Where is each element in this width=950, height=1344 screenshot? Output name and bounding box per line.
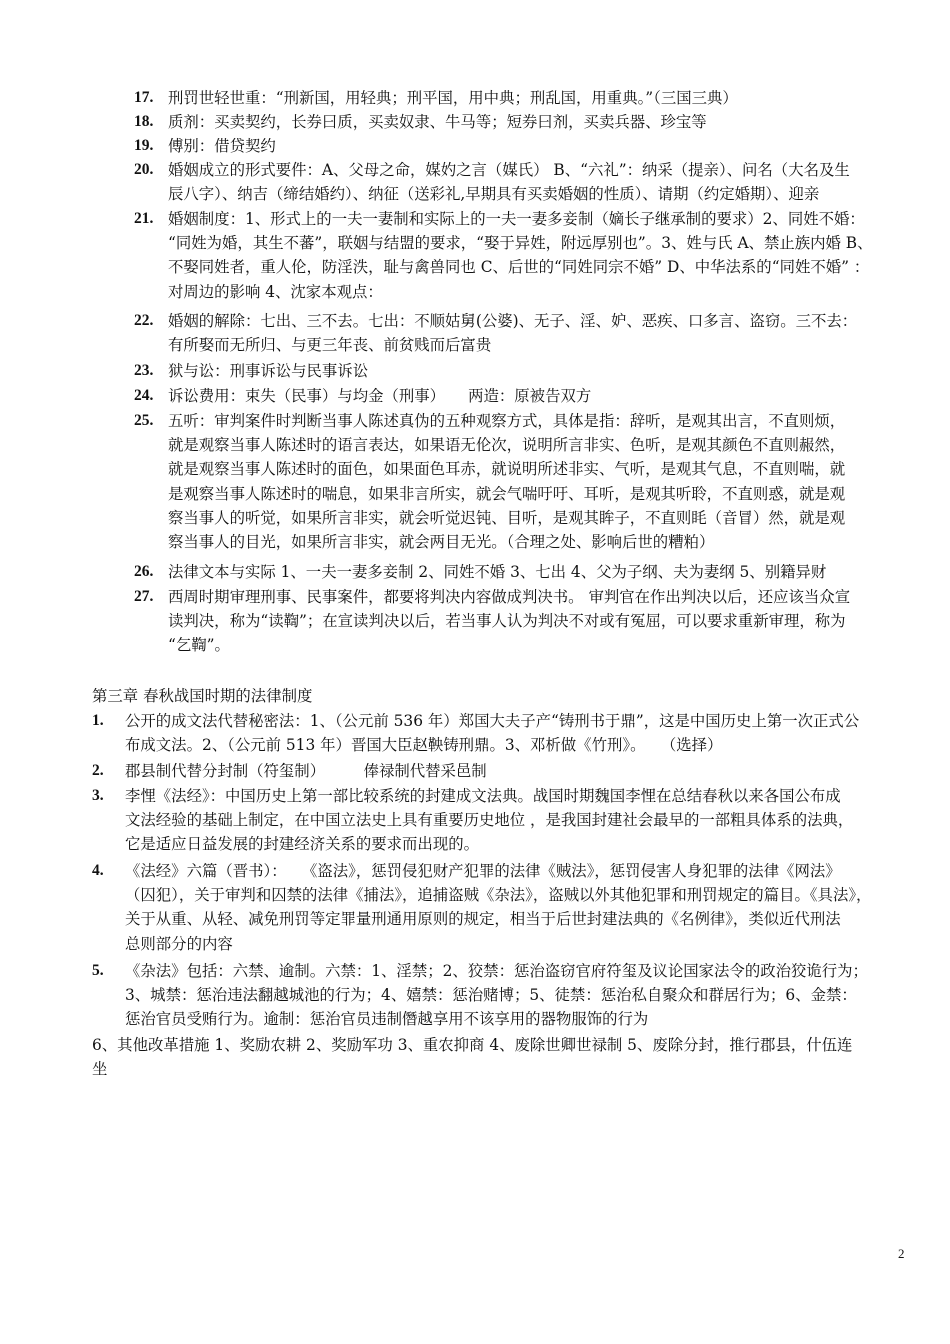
item-number: 20.: [134, 161, 154, 178]
item-text-line: 婚姻制度：1、形式上的一夫一妻制和实际上的一夫一妻多妾制（嫡长子继承制的要求）2、同姓不婚：: [168, 210, 865, 228]
item-text-line: 诉讼费用：束失（民事）与均金（刑事） 两造：原被告双方: [168, 387, 592, 405]
chapter-title: 第三章 春秋战国时期的法律制度: [92, 687, 313, 705]
item-number: 26.: [134, 563, 154, 580]
item-text-line: “乞鞫”。: [168, 636, 230, 655]
item-text-line: 6、其他改革措施 1、奖励农耕 2、奖励军功 3、重农抑商 4、废除世卿世禄制 5、废除分封，推行郡县，什伍连: [92, 1036, 853, 1054]
item-text-line: 关于从重、从轻、减免刑罚等定罪量刑通用原则的规定，相当于后世封建法典的《名例律》，类似近代刑法: [125, 910, 841, 929]
item-text-line: 就是观察当事人陈述时的语言表达，如果语无伦次，说明所言非实、色听，是观其颜色不直则赧然，: [168, 436, 846, 455]
item-text-line: 是观察当事人陈述时的喘息，如果非言所实，就会气喘吁吁、耳听，是观其听聆，不直则惑，就是观: [168, 484, 846, 503]
item-number: 2.: [92, 762, 104, 779]
item-text-line: 李悝《法经》：中国历史上第一部比较系统的封建成文法典。战国时期魏国李悝在总结春秋以来各国公布成: [125, 787, 841, 805]
item-number: 4.: [92, 862, 104, 879]
item-text-line: 读判决，称为“读鞫”；在宣读判决以后，若当事人认为判决不对或有冤屈，可以要求重新审理，称为: [168, 612, 846, 631]
item-number: 23.: [134, 362, 154, 379]
item-number: 17.: [134, 89, 154, 106]
item-text-line: “同姓为婚，其生不蕃”，联姻与结盟的要求，“娶于异姓，附远厚别也”。3、姓与氏 A、禁止族内婚 B、: [168, 234, 873, 253]
item-text-line: 五听：审判案件时判断当事人陈述真伪的五种观察方式，具体是指：辞听，是观其出言，不直则烦，: [168, 412, 846, 430]
page-number: 2: [898, 1246, 905, 1261]
item-text-line: 狱与讼：刑事诉讼与民事诉讼: [168, 362, 369, 380]
item-number: 5.: [92, 962, 104, 979]
item-text-line: 布成文法。2、（公元前 513 年）晋国大臣赵鞅铸刑鼎。3、邓析做《竹刑》。 （选择）: [125, 736, 723, 755]
item-text-line: 不娶同姓者，重人伦，防淫泆，耻与禽兽同也 C、后世的“同姓同宗不婚” D、中华法系的“同姓不婚” ：: [168, 258, 870, 277]
item-text-line: 就是观察当事人陈述时的面色，如果面色耳赤，就说明所述非实、气听，是观其气息，不直则喘，就: [168, 460, 846, 479]
item-number: 24.: [134, 387, 154, 404]
item-text-line: 婚姻的解除：七出、三不去。七出：不顺姑舅(公婆)、无子、淫、妒、恶疾、口多言、盗窃。三不去：: [168, 312, 858, 330]
item-text-line: 公开的成文法代替秘密法：1、（公元前 536 年）郑国大夫子产“铸刑书于鼎”，这是中国历史上第一次正式公: [125, 712, 860, 730]
item-number: 3.: [92, 787, 104, 804]
item-text-line: 《法经》六篇（晋书）： 《盗法》，惩罚侵犯财产犯罪的法律《贼法》，惩罚侵害人身犯罪的法律《网法》: [125, 862, 841, 880]
item-text-line: 3、城禁：惩治违法翻越城池的行为；4、嬉禁：惩治赌博；5、徒禁：惩治私自聚众和群居行为；6、金禁：: [125, 986, 857, 1005]
item-text-line: （囚犯），关于审判和囚禁的法律《捕法》，追捕盗贼《杂法》，盗贼以外其他犯罪和刑罚规定的篇目。《具法》，: [125, 886, 872, 905]
item-number: 27.: [134, 588, 154, 605]
item-text-line: 《杂法》包括：六禁、逾制。六禁：1、淫禁；2、狡禁：惩治盗窃官府符玺及议论国家法令的政治狡诡行为；: [125, 962, 868, 980]
item-text-line: 西周时期审理刑事、民事案件，都要将判决内容做成判决书。 审判官在作出判决以后，还应该当众宣: [168, 588, 851, 606]
item-text-line: 对周边的影响 4、沈家本观点：: [168, 282, 383, 301]
item-number: 19.: [134, 137, 154, 154]
item-text-line: 郡县制代替分封制（符玺制） 俸禄制代替采邑制: [125, 762, 487, 780]
item-text-line: 辰八字）、纳吉（缔结婚约）、纳征（送彩礼,早期具有买卖婚姻的性质）、请期（约定婚期）、迎亲: [168, 185, 820, 204]
item-text-line: 惩治官员受贿行为。逾制：惩治官员违制僭越享用不该享用的器物服饰的行为: [125, 1010, 649, 1029]
item-text-line: 察当事人的听觉，如果所言非实，就会听觉迟钝、目听，是观其眸子，不直则眊（音冒）然，就是观: [168, 508, 846, 527]
item-number: 22.: [134, 312, 154, 329]
item-text-line: 质剂：买卖契约，长券曰质，买卖奴隶、牛马等；短券曰剂，买卖兵器、珍宝等: [168, 113, 707, 131]
item-text-line: 法律文本与实际 1、一夫一妻多妾制 2、同姓不婚 3、七出 4、父为子纲、夫为妻纲 5、别籍异财: [168, 563, 827, 581]
item-text-line: 文法经验的基础上制定，在中国立法史上具有重要历史地位 ，是我国封建社会最早的一部粗具体系的法典，: [125, 811, 854, 830]
item-text-line: 总则部分的内容: [125, 934, 233, 953]
item-number: 21.: [134, 210, 154, 227]
item-number: 1.: [92, 712, 104, 729]
item-text-line: 它是适应日益发展的封建经济关系的要求而出现的。: [125, 835, 479, 854]
item-text-line: 婚姻成立的形式要件：A、父母之命，媒妁之言（媒氏） B、“六礼”：纳采（提亲）、问名（大名及生: [168, 161, 850, 179]
item-text-line: 刑罚世轻世重：“刑新国，用轻典；刑平国，用中典；刑乱国，用重典。”（三国三典）: [168, 89, 738, 107]
item-text-line: 有所娶而无所归、与更三年丧、前贫贱而后富贵: [168, 336, 492, 355]
item-number: 18.: [134, 113, 154, 130]
item-text-line: 察当事人的目光，如果所言非实，就会两目无光。（合理之处、影响后世的糟粕）: [168, 533, 715, 552]
item-text-line: 坐: [92, 1060, 108, 1079]
list-item-other-reforms: [92, 1033, 910, 1081]
item-text-line: 傅别：借贷契约: [168, 137, 276, 155]
item-number: 25.: [134, 412, 154, 429]
